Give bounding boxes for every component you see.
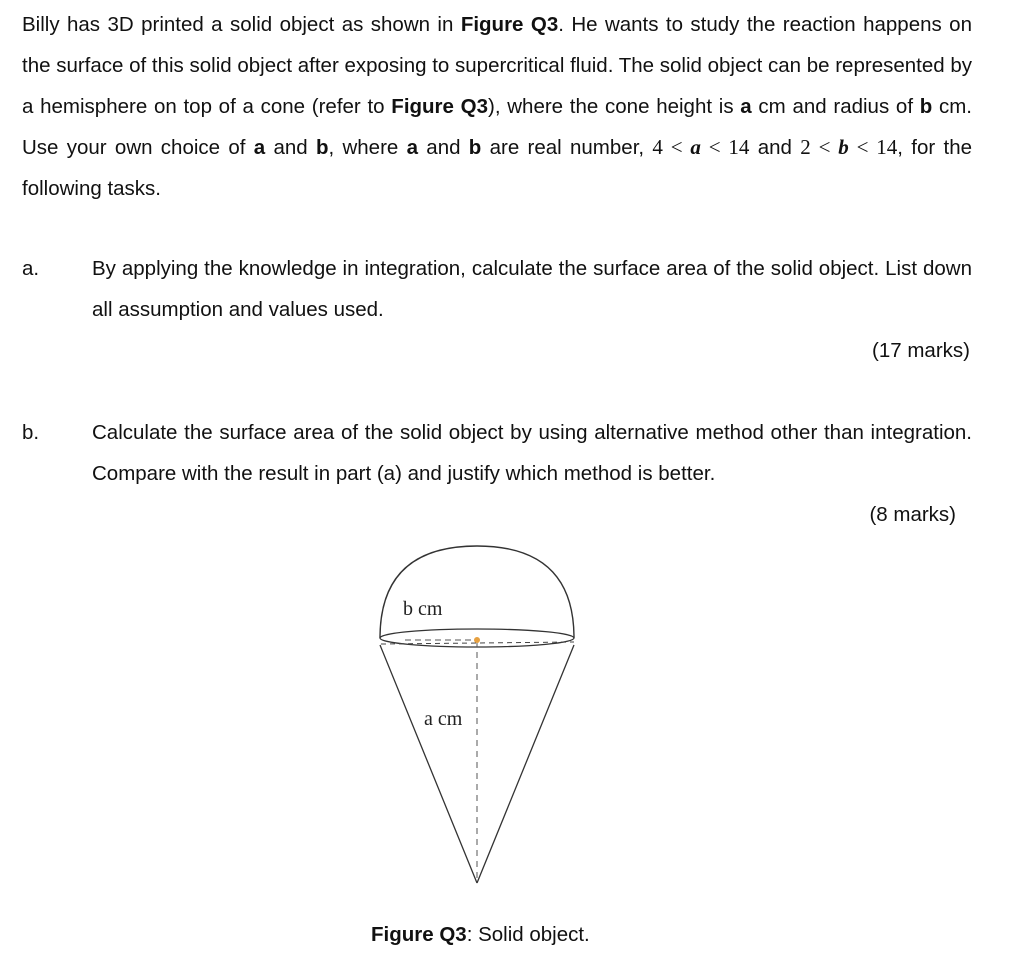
intro-text: , where <box>328 136 407 159</box>
intro-text: cm. Use your own choice of <box>22 95 973 159</box>
intro-text: and <box>749 136 801 159</box>
figure-caption <box>371 920 590 950</box>
variable-b: b <box>468 136 482 159</box>
question-a-label: a. <box>22 257 40 280</box>
variable-a: a <box>253 136 266 159</box>
intro-paragraph <box>22 4 972 209</box>
intro-text: are real number, <box>481 136 653 159</box>
cone-right-side <box>477 645 574 883</box>
intro-text: , for the following tasks. <box>22 136 972 200</box>
variable-b: b <box>315 136 329 159</box>
cone-left-side <box>380 645 477 883</box>
intro-text: and <box>418 136 469 159</box>
center-point <box>474 637 480 643</box>
caption-figure-ref: Figure Q3 <box>371 923 467 946</box>
figure-reference: Figure Q3 <box>391 95 489 118</box>
intro-text: Billy has 3D printed a solid object as shown in <box>22 13 461 36</box>
intro-text: ), where the cone height is <box>488 95 741 118</box>
range-b-inequality: 2 < b < 14 <box>800 135 898 159</box>
variable-a: a <box>740 95 752 118</box>
question-a-marks: (17 marks) <box>872 339 970 362</box>
question-b-marks: (8 marks) <box>869 503 956 526</box>
intro-text: and <box>265 136 316 159</box>
caption-text: : Solid object. <box>466 923 590 946</box>
intro-text: . He wants to study the reaction happens on the surface of this solid object after exposing to supercritical fluid. The solid object can be represented by a hemisphere on top of a cone (refer to <box>22 13 972 118</box>
figure-reference: Figure Q3 <box>460 13 559 36</box>
variable-a: a <box>406 136 418 159</box>
height-label: a cm <box>424 708 463 730</box>
range-a-inequality: 4 < a < 14 <box>652 135 750 159</box>
radius-label: b cm <box>403 598 443 620</box>
question-b-label: b. <box>22 421 40 444</box>
question-a-text: By applying the knowledge in integration, calculate the surface area of the solid object. List down all assumption and values used. <box>92 257 972 321</box>
intro-text: cm and radius of <box>751 95 920 118</box>
question-b-text: Calculate the surface area of the solid object by using alternative method other than integration. Compare with the result in part (a) and justify which method is better. <box>92 421 972 485</box>
solid-object-figure <box>370 535 585 890</box>
variable-b: b <box>919 95 933 118</box>
hemisphere-outline <box>380 546 574 638</box>
